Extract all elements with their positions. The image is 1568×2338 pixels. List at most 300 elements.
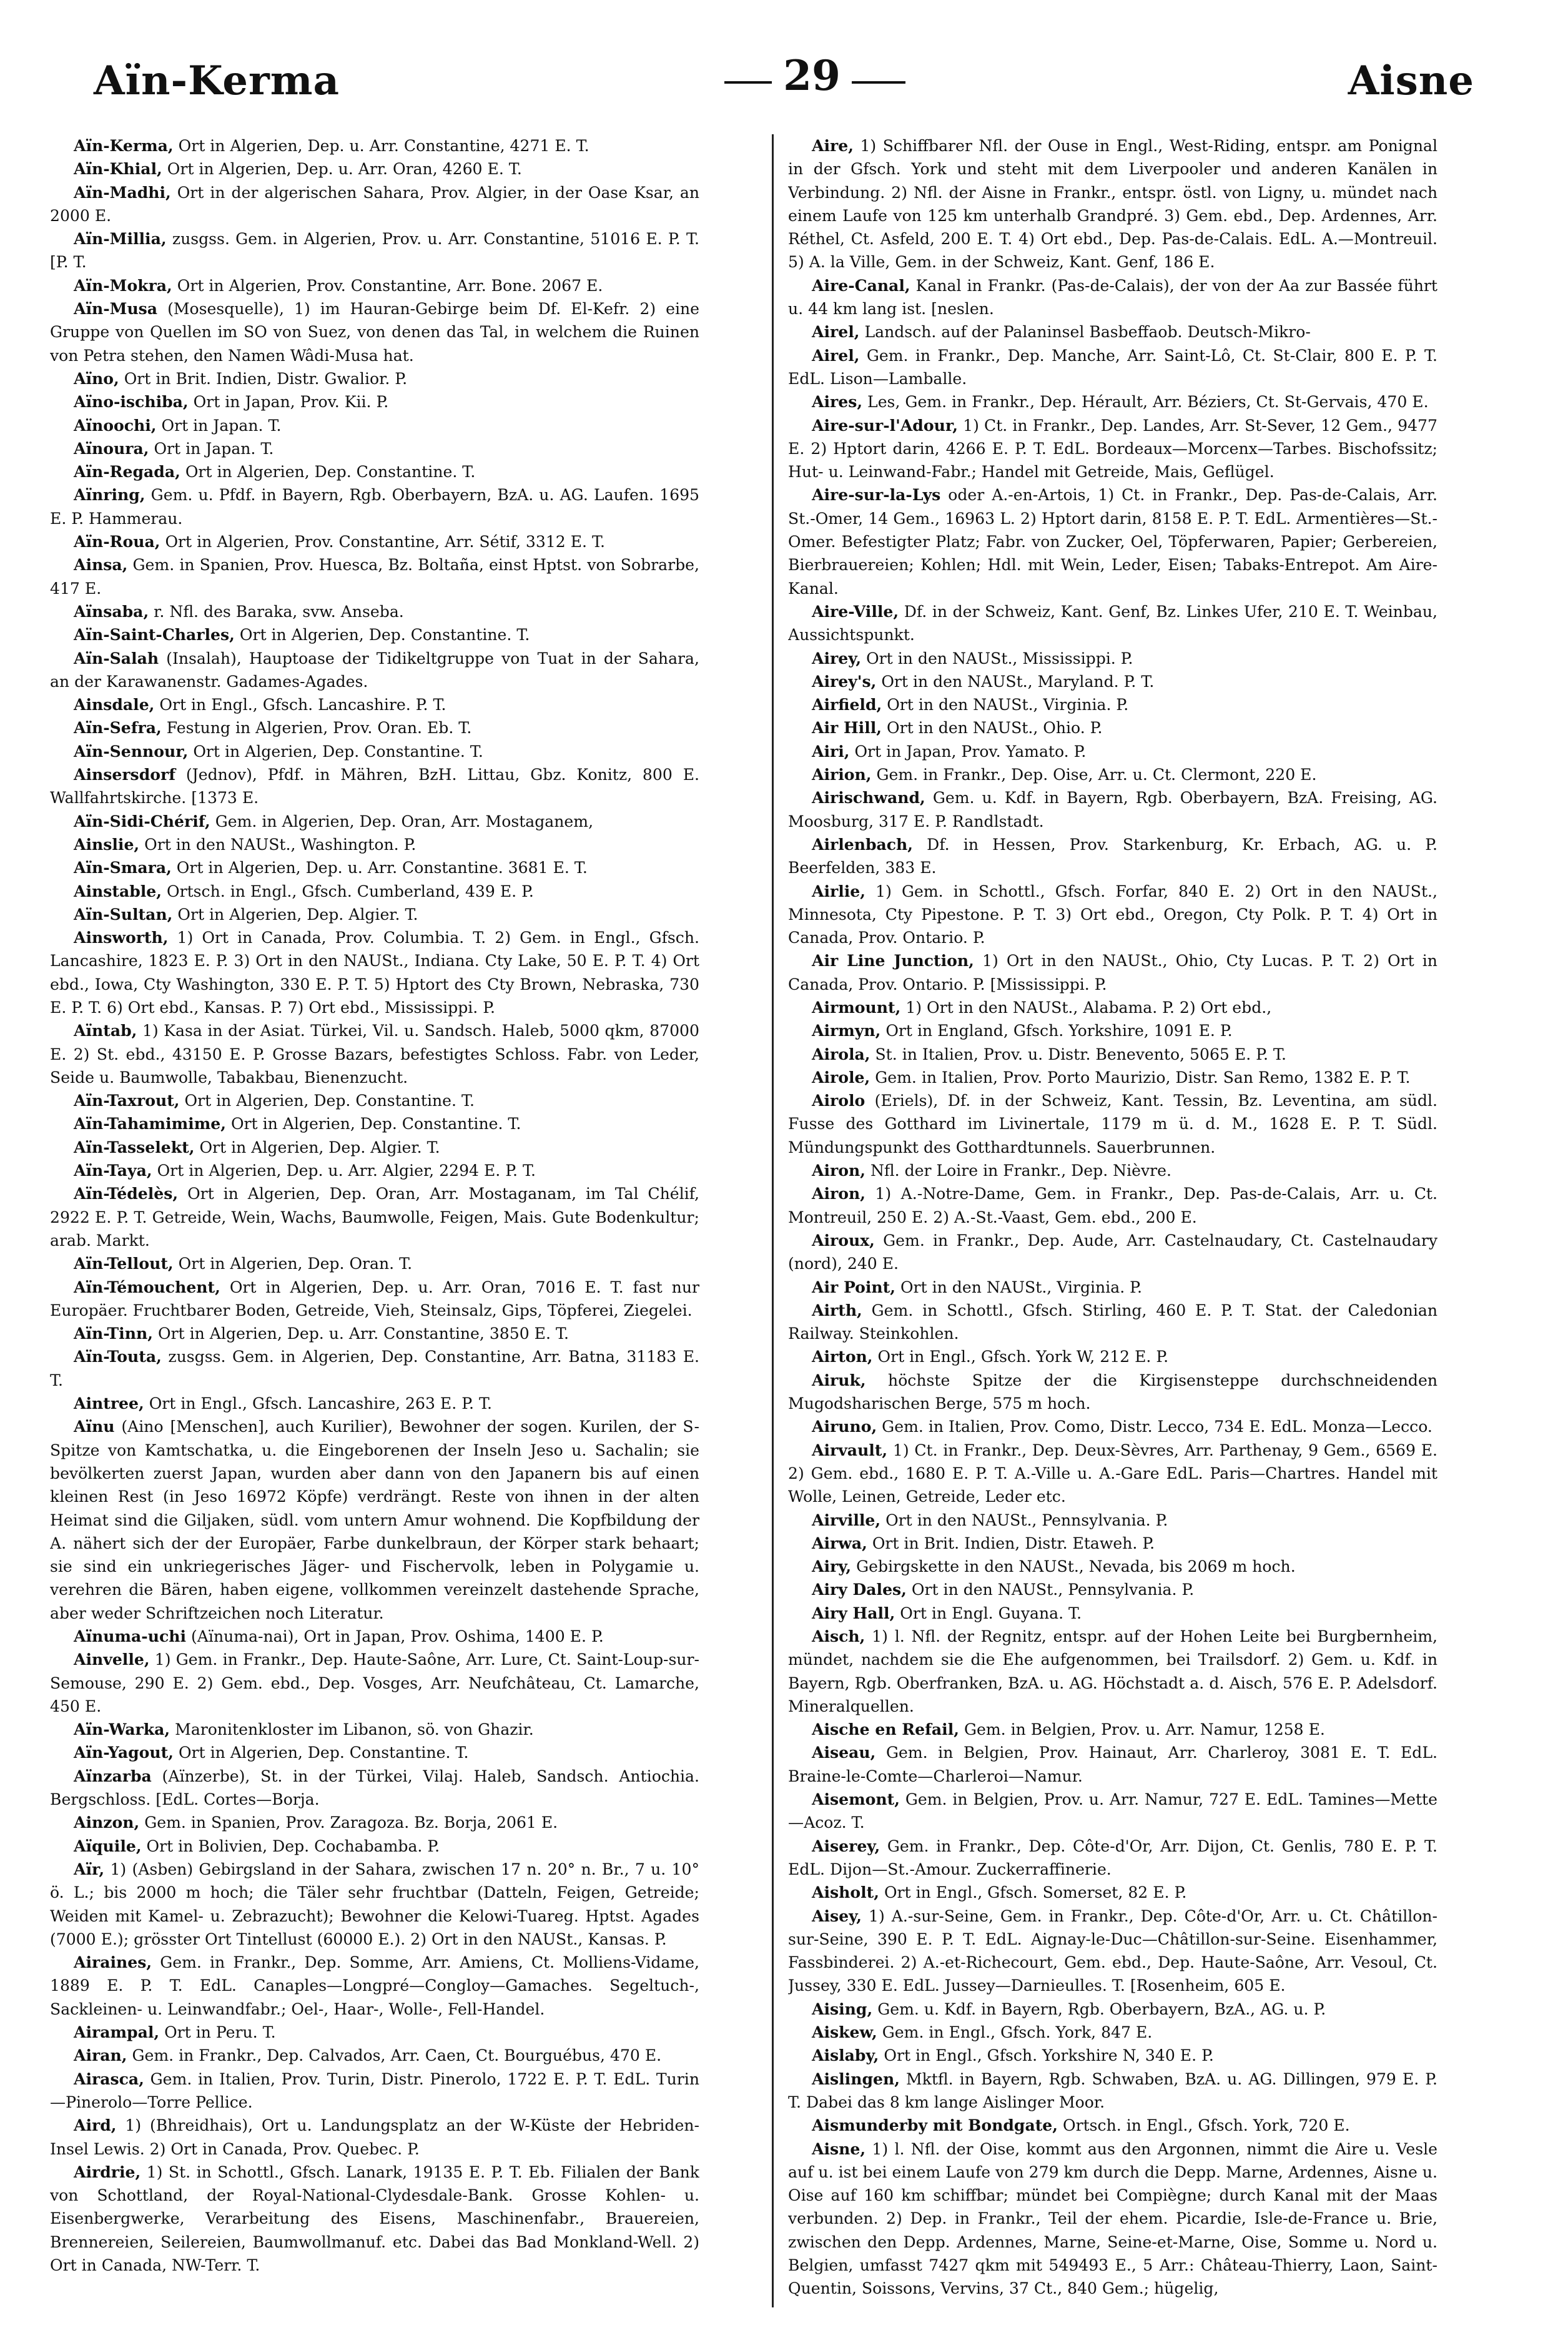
entry-text: Ort in Algerien, Dep. Algier. T. (177, 905, 418, 924)
entry-headword: Airon, (812, 1161, 865, 1180)
entry-text: Ort in Algerien, Dep. u. Arr. Constantine, 3850 E. T. (157, 1324, 569, 1343)
dictionary-entry (788, 483, 1437, 599)
dictionary-entry (788, 1881, 1437, 1904)
entry-text: Ort in Algerien, Dep. Constantine. T. (193, 742, 483, 761)
entry-text: (Mosesquelle), 1) im Hauran-Gebirge beim Df. El-Kefr. 2) eine Gruppe von Quellen im SO von Suez, von denen das Tal, in welchem die Ruinen von Petra stehen, den Namen Wâdi-Musa hat. (50, 300, 699, 365)
dictionary-entry (50, 227, 699, 274)
entry-headword: Aire-Ville, (812, 601, 899, 621)
dictionary-entry (50, 1019, 699, 1089)
entry-headword: Aïn-Taya, (74, 1161, 152, 1180)
dictionary-entry (788, 880, 1437, 950)
dictionary-entry (50, 740, 699, 763)
entry-text: 1) St. in Schottl., Gfsch. Lanark, 19135 E. P. T. Eb. Filialen der Bank von Schottland, der Royal-National-Clydesdale-Bank. Grosse Kohlen- u. Eisenbergwerke, Verarbeitung des Eisens, Maschinenfabr., Brauereien, Brennereien, Seilereien, Baumwollmanuf. etc. Dabei das Bad Monkland-Well. 2) Ort in Canada, NW-Terr. T. (50, 2163, 699, 2275)
entry-text: 1) Ct. in Frankr., Dep. Deux-Sèvres, Arr. Parthenay, 9 Gem., 6569 E. 2) Gem. ebd., 1680 E. P. T. A.-Ville u. A.-Gare EdL. Paris—Chartres. Handel mit Wolle, Leinen, Getreide, Leder etc. (788, 1441, 1437, 1506)
entry-headword: Airvault, (812, 1440, 888, 1459)
dictionary-entry (50, 647, 699, 694)
entry-text: Gem. in Italien, Prov. Porto Maurizio, Distr. San Remo, 1382 E. P. T. (875, 1068, 1411, 1087)
entry-headword: Ainvelle, (74, 1650, 150, 1669)
entry-text: Gem. in Frankr., Dep. Côte-d'Or, Arr. Dijon, Ct. Genlis, 780 E. P. T. EdL. Dijon—St.-Amour. Zuckerraffinerie. (788, 1837, 1437, 1878)
entry-text: Gem. in Frankr., Dep. Calvados, Arr. Caen, Ct. Bourguébus, 470 E. (132, 2046, 662, 2065)
entry-text: 1) Schiffbarer Nfl. der Ouse in Engl., West-Riding, entspr. am Ponignal in der Gfsch. York und steht mit dem Liverpooler und anderen Kanälen in Verbindung. 2) Nfl. der Aisne in Frankr., entspr. östl. von Ligny, u. mündet nach einem Laufe von 125 km unterhalb Grandpré. 3) Gem. ebd., Dep. Ardennes, Arr. Réthel, Ct. Asfeld, 200 E. T. 4) Ort ebd., Dep. Pas-de-Calais. EdL. A.—Montreuil. 5) A. la Ville, Gem. in der Schweiz, Kant. Genf, 186 E. (788, 137, 1437, 272)
entry-text: Gem. in Frankr., Dep. Manche, Arr. Saint-Lô, Ct. St-Clair, 800 E. P. T. EdL. Lison—Lamballe. (788, 346, 1437, 388)
entry-headword: Aire-Canal, (812, 275, 910, 295)
dictionary-entry (788, 320, 1437, 343)
entry-text: Ort in den NAUSt., Ohio. P. (887, 719, 1103, 737)
entry-text: Ort in Japan, Prov. Kii. P. (193, 393, 389, 412)
entry-headword: Ainsa, (74, 555, 128, 575)
dictionary-entry (50, 1765, 699, 1812)
dictionary-entry (788, 740, 1437, 763)
entry-text: Kanal in Frankr. (Pas-de-Calais), der von der Aa zur Bassée führt u. 44 km lang ist. [neslen. (788, 276, 1437, 318)
entry-text: Df. in der Schweiz, Kant. Genf, Bz. Linkes Ufer, 210 E. T. Weinbau, Aussichtspunkt. (788, 602, 1437, 644)
dictionary-entry (788, 414, 1437, 484)
entry-text: (Eriels), Df. in der Schweiz, Kant. Tessin, Bz. Leventina, am südl. Fusse des Gotthard im Livinertale, 1179 m ü. d. M., 1628 E. P. T. Südl. Mündungspunkt des Gotthardtunnels. Sauerbrunnen. (788, 1092, 1437, 1157)
entry-headword: Airey's, (812, 671, 877, 691)
entry-headword: Aird, (74, 2116, 117, 2135)
entry-headword: Aïnring, (74, 485, 145, 505)
entry-text: (Aïnzerbe), St. in der Türkei, Vilaj. Haleb, Sandsch. Antiochia. Bergschloss. [EdL. Cortes—Borja. (50, 1767, 699, 1809)
entry-text: Ort in England, Gfsch. Yorkshire, 1091 E. P. (885, 1022, 1233, 1040)
entry-headword: Aislingen, (812, 2069, 900, 2088)
entry-text: 1) Kasa in der Asiat. Türkei, Vil. u. Sandsch. Haleb, 5000 qkm, 87000 E. 2) St. ebd., 43150 E. P. Grosse Bazars, befestigtes Schloss. Fabr. von Leder, Seide u. Baumwolle, Tabakbau, Bienenzucht. (50, 1022, 699, 1087)
dictionary-entry (50, 1089, 699, 1112)
entry-text: Gem. in Italien, Prov. Como, Distr. Lecco, 734 E. EdL. Monza—Lecco. (882, 1418, 1432, 1436)
entry-text: Ort in Algerien, Dep. u. Arr. Algier, 2294 E. P. T. (157, 1162, 536, 1180)
page-number: 29 (772, 51, 852, 100)
dictionary-entry (50, 810, 699, 833)
entry-text: Df. in Hessen, Prov. Starkenburg, Kr. Erbach, AG. u. P. Beerfelden, 383 E. (788, 835, 1437, 877)
entry-text: Gem. in Spanien, Prov. Huesca, Bz. Boltaña, einst Hptst. von Sobrarbe, 417 E. (50, 556, 699, 598)
entry-headword: Aïn-Smara, (74, 858, 172, 877)
dictionary-entry (50, 1252, 699, 1275)
entry-headword: Aïn-Témouchent, (74, 1277, 220, 1296)
page-number-wrap (718, 51, 905, 100)
dictionary-entry (50, 1322, 699, 1345)
entry-headword: Aische en Refail, (812, 1720, 959, 1739)
entry-text: Gem. u. Pfdf. in Bayern, Rgb. Oberbayern, BzA. u. AG. Laufen. 1695 E. P. Hammerau. (50, 486, 699, 528)
entry-text: Ort in den NAUSt., Maryland. P. T. (881, 672, 1155, 691)
entry-headword: Airon, (812, 1184, 865, 1203)
entry-headword: Aïno-ischiba, (74, 392, 189, 412)
dictionary-entry (788, 1509, 1437, 1532)
entry-text: (Insalah), Hauptoase der Tidikeltgruppe von Tuat in der Sahara, an der Karawanenstr. Gadames-Agades. (50, 649, 699, 691)
entry-headword: Air Hill, (812, 718, 882, 737)
dictionary-entry (788, 1369, 1437, 1416)
dictionary-entry (788, 1089, 1437, 1159)
entry-headword: Aïn-Sultan, (74, 904, 173, 924)
entry-headword: Aislaby, (812, 2046, 879, 2065)
entry-headword: Airampal, (74, 2023, 160, 2042)
entry-text: Gem. in Belgien, Prov. u. Arr. Namur, 1258 E. (964, 1720, 1325, 1739)
dictionary-entry (788, 1741, 1437, 1788)
dictionary-entry (788, 1299, 1437, 1346)
entry-headword: Airel, (812, 345, 860, 365)
dictionary-entry (50, 1276, 699, 1323)
dictionary-entry (788, 344, 1437, 391)
dictionary-entry (50, 414, 699, 437)
entry-headword: Airville, (812, 1510, 881, 1529)
entry-text: Gem. in Belgien, Prov. u. Arr. Namur, 727 E. EdL. Tamines—Mette—Acoz. T. (788, 1790, 1437, 1832)
entry-text: Ort in Peru. T. (164, 2023, 276, 2042)
dictionary-entry (788, 2114, 1437, 2137)
dictionary-entry (50, 623, 699, 646)
entry-text: Ort in Algerien, Dep. u. Arr. Oran, 4260 E. T. (167, 160, 522, 179)
dictionary-entry (50, 693, 699, 716)
dictionary-entry (50, 1718, 699, 1741)
dictionary-entry (788, 1182, 1437, 1229)
entry-text: oder A.-en-Artois, 1) Ct. in Frankr., Dep. Pas-de-Calais, Arr. St.-Omer, 14 Gem., 16963 L. 2) Hptort darin, 8158 E. P. T. EdL. Armentières—St.-Omer. Befestigter Platz; Fabr. von Zucker, Oel, Töpferwaren, Papier; Gerbereien, Bierbrauereien; Kohlen; Hdl. mit Wein, Leder, Eisen; Tabaks-Entrepot. Am Aire-Kanal. (788, 486, 1437, 598)
entry-headword: Ainzon, (74, 1813, 140, 1832)
entry-text: Gem. in Engl., Gfsch. York, 847 E. (882, 2023, 1153, 2042)
entry-text: Gebirgskette in den NAUSt., Nevada, bis 2069 m hoch. (856, 1557, 1296, 1576)
entry-text: Ort in den NAUSt., Virginia. P. (900, 1278, 1142, 1296)
entry-headword: Aïn-Sidi-Chérif, (74, 811, 210, 831)
entry-text: 1) Ort in den NAUSt., Alabama. P. 2) Ort ebd., (905, 998, 1272, 1017)
dictionary-entry (50, 1625, 699, 1648)
dictionary-entry (788, 1578, 1437, 1601)
entry-text: Ort in Engl. Guyana. T. (900, 1604, 1082, 1622)
dictionary-entry (788, 2138, 1437, 2301)
dictionary-entry (50, 1741, 699, 1764)
dictionary-entry (50, 903, 699, 926)
entry-headword: Airion, (812, 765, 872, 784)
entry-headword: Aismunderby mit Bondgate, (812, 2116, 1058, 2135)
dictionary-entry (788, 1555, 1437, 1578)
entry-headword: Airischwand, (812, 788, 925, 807)
dictionary-entry (50, 437, 699, 460)
dictionary-entry (788, 2068, 1437, 2114)
dictionary-entry (50, 483, 699, 530)
entry-headword: Aïnsaba, (74, 601, 149, 621)
dictionary-entry (788, 1439, 1437, 1509)
entry-text: Ort in Engl., Gfsch. York W, 212 E. P. (877, 1348, 1169, 1366)
entry-text: (Jednov), Pfdf. in Mähren, BzH. Littau, Gbz. Konitz, 800 E. Wallfahrtskirche. [1373 E. (50, 766, 699, 807)
dictionary-entry (788, 693, 1437, 716)
dictionary-entry (788, 1718, 1437, 1741)
entry-text: Ortsch. in Engl., Gfsch. York, 720 E. (1063, 2116, 1350, 2135)
entry-headword: Aïn-Warka, (74, 1720, 170, 1739)
entry-headword: Airole, (812, 1067, 870, 1087)
dictionary-entry (788, 1625, 1437, 1718)
dictionary-entry (50, 1835, 699, 1858)
dictionary-entry (788, 1066, 1437, 1089)
dictionary-entry (50, 1345, 699, 1392)
entry-text: Ort in den NAUSt., Mississippi. P. (866, 649, 1133, 668)
entry-text: 1) (Asben) Gebirgsland in der Sahara, zwischen 17 n. 20° n. Br., 7 u. 10° ö. L.; bis 2000 m hoch; die Täler sehr fruchtbar (Datteln, Feigen, Getreide; Weiden mit Kamel- u. Zebrazucht); Bewohner die Kelowi-Tuareg. Hptst. Agades (7000 E.); grösster Ort Tintellust (60000 E.). 2) Ort in den NAUSt., Kansas. P. (50, 1860, 699, 1948)
dictionary-entry (50, 1811, 699, 1834)
dictionary-entry (50, 530, 699, 553)
entry-headword: Airel, (812, 322, 860, 342)
dictionary-entry (788, 1602, 1437, 1625)
entry-headword: Airuno, (812, 1417, 877, 1436)
dictionary-entry (50, 390, 699, 413)
dictionary-entry (788, 647, 1437, 670)
dictionary-entry (50, 600, 699, 623)
entry-text: Festung in Algerien, Prov. Oran. Eb. T. (166, 719, 472, 737)
entry-text: Ort in Engl., Gfsch. Lancashire, 263 E. P. T. (149, 1394, 492, 1413)
entry-headword: Aisch, (812, 1627, 865, 1645)
entry-text: Ort in den NAUSt., Pennsylvania. P. (885, 1511, 1168, 1529)
entry-text: höchste Spitze der die Kirgisensteppe durchschneidenden Mugodsharischen Berge, 575 m hoch. (788, 1371, 1437, 1413)
entry-text: r. Nfl. des Baraka, svw. Anseba. (154, 602, 404, 621)
entry-text: Ort in Engl., Gfsch. Lancashire. P. T. (159, 696, 446, 714)
entry-headword: Aïn-Tinn, (74, 1324, 153, 1343)
entry-text: Ort in der algerischen Sahara, Prov. Algier, in der Oase Ksar, an 2000 E. (50, 183, 699, 225)
entry-headword: Aïnoura, (74, 438, 149, 458)
entry-headword: Aïnzarba (74, 1766, 152, 1785)
entry-headword: Aïn-Yagout, (74, 1743, 174, 1762)
entry-text: 1) l. Nfl. der Regnitz, entspr. auf der Hohen Leite bei Burgbernheim, mündet, nachdem sie die Ehe aufgenommen, bei Trailsdorf. 2) Gem. u. Kdf. in Bayern, Rgb. Oberfranken, BzA. u. AG. Höchstadt a. d. Aisch, 576 E. P. Adelsdorf. Mineralquellen. (788, 1627, 1437, 1715)
page-header (94, 51, 1474, 120)
entry-text: Mktfl. in Bayern, Rgb. Schwaben, BzA. u. AG. Dillingen, 979 E. P. T. Dabei das 8 km lange Aislinger Moor. (788, 2069, 1437, 2111)
entry-text: Ort in Algerien, Dep. u. Arr. Constantine. 3681 E. T. (176, 859, 588, 877)
entry-headword: Air Point, (812, 1277, 895, 1296)
entry-headword: Airy Dales, (812, 1580, 907, 1599)
entry-headword: Aïn-Tasselekt, (74, 1137, 195, 1157)
entry-headword: Airi, (812, 741, 850, 761)
dictionary-entry (788, 1019, 1437, 1042)
entry-headword: Airy, (812, 1557, 852, 1576)
dictionary-entry (788, 1905, 1437, 1998)
entry-headword: Airan, (74, 2046, 127, 2065)
dictionary-entry (50, 833, 699, 856)
entry-headword: Airasca, (74, 2069, 144, 2088)
entry-text: Ort in Japan. T. (161, 416, 282, 435)
dictionary-entry (788, 1532, 1437, 1555)
dictionary-entry (50, 2114, 699, 2161)
dictionary-entry (788, 949, 1437, 996)
entry-text: Ort in Algerien, Prov. Constantine, Arr. Bone. 2067 E. (177, 276, 603, 295)
entry-text: Gem. in Italien, Prov. Turin, Distr. Pinerolo, 1722 E. P. T. EdL. Turin—Pinerolo—Torre Pellice. (50, 2069, 699, 2111)
entry-headword: Aïn-Tédelès, (74, 1184, 179, 1203)
entry-headword: Aïn-Tellout, (74, 1254, 174, 1273)
entry-text: Landsch. auf der Palaninsel Basbeffaob. Deutsch-Mikro- (864, 323, 1311, 342)
dictionary-entry (50, 274, 699, 297)
dictionary-entry (788, 1998, 1437, 2021)
dictionary-entry (788, 1415, 1437, 1438)
entry-headword: Ainsersdorf (74, 765, 175, 784)
entry-headword: Aïquile, (74, 1836, 142, 1855)
entry-text: Ort in den NAUSt., Pennsylvania. P. (911, 1581, 1195, 1599)
entry-headword: Airwa, (812, 1533, 867, 1552)
dictionary-entry (50, 1159, 699, 1182)
entry-headword: Air Line Junction, (812, 951, 974, 970)
entry-text: (Aino [Menschen], auch Kurilier), Bewohner der sogen. Kurilen, der S-Spitze von Kamtschatka, u. die Eingeborenen der Inseln Jeso u. Sachalin; sie bevölkerten zuerst Japan, wurden aber dann von den Japanern bis auf einen kleinen Rest (in Jeso 16972 Köpfe) verdrängt. Reste von ihnen in der alten Heimat sind die Giljaken, südl. vom untern Amur wohnend. Die Kopfbildung der A. nähert sich der der Europäer, Farbe dunkelbraun, der Körper stark behaart; sie sind ein unkriegerisches Jäger- und Fischervolk, leben in Polygamie u. verehren die Bären, haben eigene, vollkommen vereinzelt dastehende Sprache, aber weder Schriftzeichen noch Literatur. (50, 1418, 699, 1622)
entry-headword: Airaines, (74, 1953, 152, 1972)
entry-text: 1) Ct. in Frankr., Dep. Landes, Arr. St-Sever, 12 Gem., 9477 E. 2) Hptort darin, 4266 E. P. T. EdL. Bordeaux—Morcenx—Tarbes. Bischofssitz; Hut- u. Leinwand-Fabr.; Handel mit Getreide, Mais, Geflügel. (788, 416, 1437, 481)
entry-headword: Aisey, (812, 1906, 862, 1925)
header-last-entry: Aisne (1348, 57, 1474, 104)
entry-headword: Aïn-Salah (74, 648, 159, 668)
entry-headword: Aïn-Sefra, (74, 718, 162, 737)
dictionary-entry (788, 1276, 1437, 1299)
entry-headword: Airton, (812, 1347, 873, 1366)
entry-text: Gem. in Belgien, Prov. Hainaut, Arr. Charleroy, 3081 E. T. EdL. Braine-le-Comte—Charleroi—Namur. (788, 1744, 1437, 1785)
entry-text: Gem. in Algerien, Dep. Oran, Arr. Mostaganem, (215, 812, 594, 831)
dictionary-entry (50, 1392, 699, 1415)
entry-headword: Airdrie, (74, 2162, 141, 2181)
entry-headword: Aïn-Kerma, (74, 136, 174, 155)
entry-headword: Airola, (812, 1044, 870, 1063)
dictionary-entry (788, 833, 1437, 880)
entry-text: Gem. in Frankr., Dep. Aude, Arr. Castelnaudary, Ct. Castelnaudary (nord), 240 E. (788, 1231, 1437, 1273)
entry-headword: Aïn-Tahamimime, (74, 1114, 226, 1133)
dictionary-entry (788, 1835, 1437, 1882)
entry-text: 1) Ort in Canada, Prov. Columbia. T. 2) Gem. in Engl., Gfsch. Lancashire, 1823 E. P. 3) Ort in den NAUSt., Indiana. Cty Lake, 50 E. P. T. 4) Ort ebd., Iowa, Cty Washington, 330 E. P. T. 5) Hptort des Cty Brown, Nebraska, 730 E. P. T. 6) Ort ebd., Kansas. P. 7) Ort ebd., Mississippi. P. (50, 929, 699, 1017)
dictionary-entry (50, 1648, 699, 1718)
dictionary-entry (50, 2044, 699, 2067)
dictionary-entry (50, 157, 699, 180)
dictionary-entry (788, 1229, 1437, 1276)
dictionary-entry (50, 297, 699, 367)
entry-text: 1) (Bhreidhais), Ort u. Landungsplatz an der W-Küste der Hebriden-Insel Lewis. 2) Ort in Canada, Prov. Quebec. P. (50, 2116, 699, 2158)
entry-headword: Aïnu (74, 1417, 115, 1436)
entry-text: Ort in Algerien, Dep. Constantine. T. (185, 463, 476, 481)
entry-headword: Airmount, (812, 997, 901, 1017)
entry-text: Ort in Japan. T. (154, 439, 274, 458)
entry-text: Gem. in Frankr., Dep. Somme, Arr. Amiens, Ct. Molliens-Vidame, 1889 E. P. T. EdL. Canaples—Longpré—Congloy—Gamaches. Segeltuch-, Sackleinen- u. Leinwandfabr.; Oel-, Haar-, Wolle-, Fell-Handel. (50, 1953, 699, 2018)
entry-headword: Airoux, (812, 1230, 875, 1250)
dictionary-entry (50, 460, 699, 483)
entry-text: Ort in Algerien, Dep. Algier. T. (199, 1138, 440, 1157)
entry-headword: Aïn-Mokra, (74, 275, 172, 295)
entry-headword: Aiskew, (812, 2023, 877, 2042)
entry-text: Gem. in Spanien, Prov. Zaragoza. Bz. Borja, 2061 E. (144, 1813, 558, 1832)
dictionary-entry (788, 390, 1437, 413)
entry-headword: Airuk, (812, 1370, 866, 1389)
entry-headword: Airth, (812, 1300, 862, 1319)
entry-text: 1) A.-sur-Seine, Gem. in Frankr., Dep. Côte-d'Or, Arr. u. Ct. Châtillon-sur-Seine, 390 E. P. T. EdL. Aignay-le-Duc—Châtillon-sur-Seine. Eisenhammer, Fassbinderei. 2) A.-et-Richecourt, Gem. ebd., Dep. Haute-Saône, Arr. Vesoul, Ct. Jussey, 330 E. EdL. Jussey—Darnieulles. T. [Rosenheim, 605 E. (788, 1906, 1437, 1995)
dictionary-entry (788, 2044, 1437, 2067)
entry-text: St. in Italien, Prov. u. Distr. Benevento, 5065 E. P. T. (875, 1045, 1286, 1063)
entry-text: 1) A.-Notre-Dame, Gem. in Frankr., Dep. Pas-de-Calais, Arr. u. Ct. Montreuil, 250 E. 2) A.-St.-Vaast, Gem. ebd., 200 E. (788, 1185, 1437, 1226)
entry-headword: Aïn-Sennour, (74, 741, 189, 761)
entry-headword: Aires, (812, 392, 863, 412)
entry-text: Ort in Japan, Prov. Yamato. P. (854, 742, 1087, 761)
entry-headword: Ainsworth, (74, 928, 169, 947)
entry-headword: Airey, (812, 648, 862, 668)
dictionary-entry (788, 786, 1437, 833)
entry-headword: Airmyn, (812, 1021, 881, 1040)
entry-text: Ort in Algerien, Dep. Oran. T. (178, 1255, 413, 1273)
dictionary-entry (50, 763, 699, 810)
entry-text: Ort in Engl., Gfsch. Yorkshire N, 340 E. P. (884, 2046, 1214, 2065)
entry-headword: Aïn-Madhi, (74, 182, 171, 202)
header-first-entry: Aïn-Kerma (94, 57, 340, 104)
entry-text: Ort in Bolivien, Dep. Cochabamba. P. (146, 1837, 440, 1855)
entry-text: 1) Gem. in Schottl., Gfsch. Forfar, 840 E. 2) Ort in den NAUSt., Minnesota, Cty Pipestone. P. T. 3) Ort ebd., Oregon, Cty Polk. P. T. 4) Ort in Canada, Prov. Ontario. P. (788, 882, 1437, 947)
entry-text: Gem. u. Kdf. in Bayern, Rgb. Oberbayern, BzA. Freising, AG. Moosburg, 317 E. P. Randlstadt. (788, 789, 1437, 831)
dictionary-entry (50, 1112, 699, 1135)
dictionary-entry (50, 134, 699, 157)
entry-headword: Aire-sur-la-Lys (812, 485, 941, 505)
entry-headword: Aïn-Millia, (74, 229, 167, 249)
entry-text: Ort in Algerien, Dep. Constantine. T. (239, 626, 530, 644)
dictionary-entry (788, 1043, 1437, 1066)
dictionary-entry (50, 1415, 699, 1625)
entry-headword: Ainslie, (74, 834, 140, 854)
dictionary-entry (50, 367, 699, 390)
entry-headword: Airfield, (812, 695, 882, 714)
entry-headword: Aire-sur-l'Adour, (812, 415, 958, 435)
right-column (788, 134, 1437, 2307)
entry-text: Nfl. der Loire in Frankr., Dep. Nièvre. (870, 1162, 1171, 1180)
column-divider (772, 134, 774, 2307)
entry-headword: Aïntab, (74, 1021, 137, 1040)
dictionary-entry (788, 763, 1437, 786)
dictionary-entry (788, 134, 1437, 274)
dictionary-entry (50, 1182, 699, 1252)
entry-text: Ort in Algerien, Dep. Oran, Arr. Mostaganam, im Tal Chélif, 2922 E. P. T. Getreide, Wein, Wachs, Baumwolle, Feigen, Mais. Gute Bodenkultur; arab. Markt. (50, 1185, 699, 1250)
dictionary-entry (788, 996, 1437, 1019)
dictionary-entry (788, 1345, 1437, 1368)
entry-headword: Aïn-Saint-Charles, (74, 625, 235, 644)
entry-headword: Aisemont, (812, 1790, 900, 1809)
dictionary-entry (50, 926, 699, 1019)
entry-headword: Aïn-Roua, (74, 532, 160, 551)
entry-headword: Ainstable, (74, 881, 162, 900)
entry-headword: Aiseau, (812, 1743, 876, 1762)
dictionary-entry (50, 1858, 699, 1951)
entry-headword: Airy Hall, (812, 1603, 895, 1622)
dictionary-entry (788, 1788, 1437, 1835)
dictionary-entry (788, 670, 1437, 693)
dictionary-entry (788, 274, 1437, 321)
entry-headword: Aïn-Touta, (74, 1347, 162, 1366)
entry-text: Ortsch. in Engl., Gfsch. Cumberland, 439 E. P. (167, 882, 534, 900)
entry-text: 1) l. Nfl. der Oise, kommt aus den Argonnen, nimmt die Aire u. Vesle auf u. ist bei einem Laufe von 279 km durch die Depp. Marne, Ardennes, Aisne u. Oise auf 160 km schiffbar; mündet bei Compiègne; durch Kanal mit der Maas verbunden. 2) Dep. in Frankr., Teil der ehem. Picardie, Isle-de-France u. Brie, zwischen den Depp. Ardennes, Marne, Seine-et-Marne, Oise, Somme u. Nord u. Belgien, umfasst 7427 qkm mit 549493 E., 5 Arr.: Château-Thierry, Laon, Saint-Quentin, Soissons, Vervins, 37 Ct., 840 Gem.; hügelig, (788, 2139, 1437, 2298)
entry-headword: Ainsdale, (74, 695, 155, 714)
entry-text: (Aïnuma-nai), Ort in Japan, Prov. Oshima, 1400 E. P. (191, 1627, 604, 1645)
entry-headword: Airolo (812, 1091, 865, 1110)
entry-text: Ort in Algerien, Dep. Constantine. T. (184, 1092, 475, 1110)
entry-text: Ort in Brit. Indien, Distr. Etaweh. P. (872, 1534, 1155, 1552)
entry-headword: Airlenbach, (812, 834, 914, 854)
dictionary-entry (788, 2021, 1437, 2044)
dictionary-entry (788, 716, 1437, 739)
left-column (50, 134, 699, 2307)
entry-text: Gem. in Frankr., Dep. Oise, Arr. u. Ct. Clermont, 220 E. (876, 766, 1317, 784)
dictionary-entry (50, 880, 699, 903)
dictionary-entry (50, 1136, 699, 1159)
entry-text: Gem. u. Kdf. in Bayern, Rgb. Oberbayern, BzA., AG. u. P. (877, 2000, 1326, 2018)
entry-headword: Aisholt, (812, 1883, 879, 1902)
entry-headword: Aïr, (74, 1859, 105, 1878)
entry-text: 1) Ort in den NAUSt., Ohio, Cty Lucas. P. T. 2) Ort in Canada, Prov. Ontario. P. [Mississippi. P. (788, 952, 1437, 994)
entry-text: 1) Gem. in Frankr., Dep. Haute-Saône, Arr. Lure, Ct. Saint-Loup-sur-Semouse, 290 E. 2) Gem. ebd., Dep. Vosges, Arr. Neufchâteau, Ct. Lamarche, 450 E. (50, 1650, 699, 1715)
entry-text: zusgss. Gem. in Algerien, Prov. u. Arr. Constantine, 51016 E. P. T. [P. T. (50, 230, 699, 272)
entry-headword: Aïnuma-uchi (74, 1627, 187, 1645)
entry-text: Ort in Brit. Indien, Distr. Gwalior. P. (124, 369, 408, 388)
entry-text: Ort in Algerien, Dep. u. Arr. Oran, 7016 E. T. fast nur Europäer. Fruchtbarer Boden, Getreide, Vieh, Steinsalz, Gips, Töpferei, Ziegelei. (50, 1278, 699, 1319)
dictionary-entry (50, 2068, 699, 2114)
entry-text: zusgss. Gem. in Algerien, Dep. Constantine, Arr. Batna, 31183 E. T. (50, 1348, 699, 1389)
entry-text: Ort in den NAUSt., Virginia. P. (887, 696, 1129, 714)
dictionary-entry (788, 600, 1437, 647)
dictionary-entry (50, 553, 699, 600)
dictionary-entry (788, 1159, 1437, 1182)
entry-text: Ort in Engl., Gfsch. Somerset, 82 E. P. (884, 1883, 1187, 1902)
entry-text: Ort in Algerien, Dep. u. Arr. Constantine, 4271 E. T. (178, 137, 589, 155)
entry-headword: Aïno, (74, 368, 119, 388)
entry-headword: Airlie, (812, 881, 865, 900)
dictionary-entry (50, 1951, 699, 2021)
dictionary-entry (50, 2021, 699, 2044)
entry-headword: Aïnoochi, (74, 415, 157, 435)
entry-headword: Aisne, (812, 2139, 866, 2158)
entry-headword: Aïn-Khial, (74, 159, 162, 179)
entry-text: Ort in Algerien, Dep. Constantine. T. (178, 1744, 469, 1762)
